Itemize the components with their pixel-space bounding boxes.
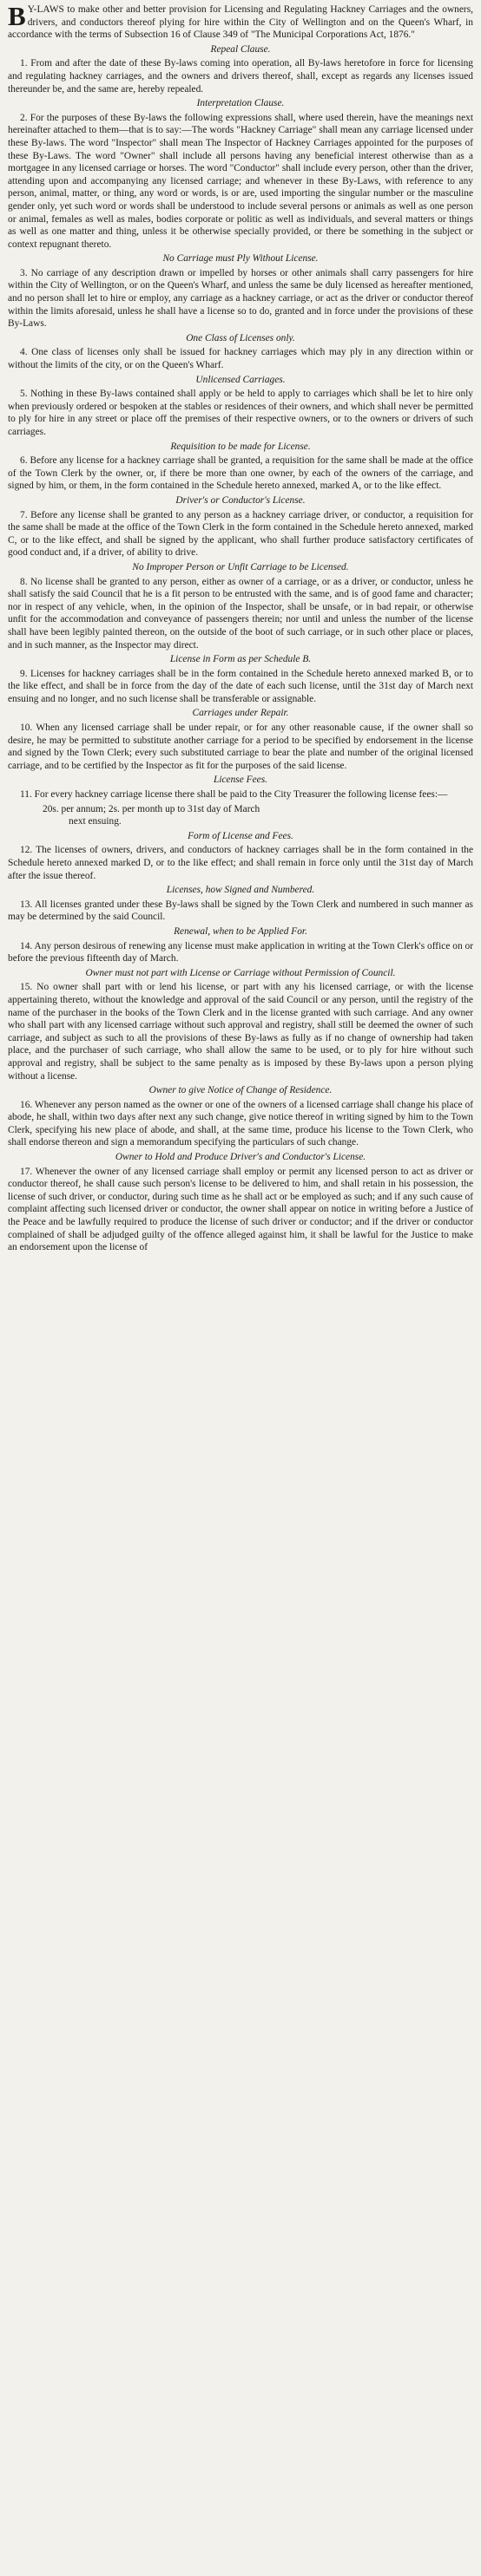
section-heading: No Improper Person or Unfit Carriage to be Licensed. — [132, 561, 349, 572]
bylaw-clause: 11. For every hackney carriage license there shall be paid to the City Treasurer the following license fees:— — [20, 789, 448, 801]
section-heading: No Carriage must Ply Without License. — [162, 253, 319, 265]
bylaw-clause: 6. Before any license for a hackney carriage shall be granted, a requisition for the same shall be made at the office of the Town Clerk by the owner, or, if there be more than one owner, by each of the owners of the carriage, and signed by him, or them, in the form contained in the Schedule hereto annexed, marked A, or to the like effect. — [8, 455, 473, 492]
section-heading: Renewal, when to be Applied For. — [174, 925, 307, 937]
bylaw-clause: 2. For the purposes of these By-laws the following expressions shall, where used therein, have the meanings next hereinafter attached to them—that is to say:—The words "Hackney Carriage" shall mean any carriage licensed under these By-laws. The word "Inspector" shall mean The Inspector of Hackney Carriages appointed for the purposes of these By-Laws. The word "Owner" shall include all persons having any beneficial interest otherwise than as a mortgagee in any licensed carriage or horses. The word "Conductor" shall include every person, other than the driver, attending upon and accompanying any licensed carriage; and whenever in these By-Laws, with reference to any person, animal, matter, or thing, any word or words, is or are, used importing the singular number or the masculine gender only, yet such word or words shall be understood to include several persons or animals as well as one person or animal, females as well as males, bodies corporate or politic as well as individuals, and several matters or things as well as one matter and thing, unless it be otherwise specially provided, or there be something in the subject or context repugnant thereto. — [8, 112, 473, 250]
section-heading: Interpretation Clause. — [196, 98, 285, 109]
bylaw-clause: 3. No carriage of any description drawn or impelled by horses or other animals shall carry passengers for hire within the City of Wellington, or on the Queen's Wharf, and unless the same be duly licensed as hereafter mentioned, and no person shall let to hire or employ, any carriage as a hackney carriage, or act as the driver or conductor thereof within the limits aforesaid, unless he shall have a license so to do, granted and in force under the provisions of these By-Laws. — [8, 267, 473, 330]
bylaw-clause: 13. All licenses granted under these By-laws shall be signed by the Town Clerk and numbered in such manner as may be determined by the said Council. — [8, 899, 473, 923]
bylaw-clause: 15. No owner shall part with or lend his license, or part with any his licensed carriage, or with the license appertaining thereto, without the knowledge and approval of the said Council or any person, until the registry of the name of the purchaser in the books of the Town Clerk and in the license granted with such carriage. And any owner who shall part with any licensed carriage without such approval and registry, shall still be deemed the owner of such carriage, and subject as such to all the provisions of these By-laws as fully as if no change of ownership had taken place, and the purchaser of such carriage, who shall allow the same to be used, or to ply for hire without such approval and registry, shall be subject to the same penalty as is imposed by these By-laws upon a person plying without a license. — [8, 982, 473, 1082]
bylaw-sections — [8, 43, 473, 1254]
drop-cap: B — [8, 1, 26, 31]
section-heading: Carriages under Repair. — [192, 708, 289, 719]
bylaw-clause: 1. From and after the date of these By-laws coming into operation, all By-laws heretofore in force for licensing and regulating hackney carriages, and the owners and drivers thereof, shall, except as regards any licenses issued thereunder be, and the same are, hereby repealed. — [8, 58, 473, 95]
section-heading: One Class of Licenses only. — [186, 332, 295, 343]
section-heading: Owner to Hold and Produce Driver's and Conductor's License. — [115, 1152, 366, 1163]
intro-paragraph — [8, 3, 473, 42]
bylaw-clause: 10. When any licensed carriage shall be under repair, or for any other reasonable cause, if the owner shall so desire, he may be permitted to substitute another carriage for a period to be specified by endorsement in the license and signed by the Town Clerk; every such substituted carriage to bear the plate and number of the original licensed carriage, and to be certified by the Inspector as fit for the purposes of the said license. — [8, 722, 473, 771]
bylaw-clause: 9. Licenses for hackney carriages shall be in the form contained in the Schedule hereto annexed marked B, or to the like effect, and shall be in force from the day of the date of each such license, until the 31st day of March next ensuing and no longer, and no such license shall be transferable or assignable. — [8, 668, 473, 704]
bylaw-clause: 12. The licenses of owners, drivers, and conductors of hackney carriages shall be in the form contained in the Schedule hereto annexed marked D, or to the like effect; and shall remain in force only until the 31st day of March after the issue thereof. — [8, 845, 473, 881]
section-heading: Driver's or Conductor's License. — [175, 494, 306, 506]
section-heading: Owner must not part with License or Carriage without Permission of Council. — [85, 967, 396, 978]
section-heading: License Fees. — [214, 775, 267, 786]
section-heading: Repeal Clause. — [210, 43, 271, 55]
intro-text: Y-LAWS to make other and better provision for Licensing and Regulating Hackney Carriages and the owners, drivers, and conductors thereof plying for hire within the City of Wellington and on the Queen's Wharf, in accordance with the terms of Subsection 16 of Clause 349 of "The Municipal Corporations Act, 1876." — [8, 4, 473, 41]
bylaw-clause: 7. Before any license shall be granted to any person as a hackney carriage driver, or conductor, a requisition for the same shall be made at the office of the Town Clerk in the form contained in the Schedule hereto annexed, marked C, or to the like effect, and shall be signed by the applicant, who shall further produce satisfactory certificates of good conduct and, if a driver, of ability to drive. — [8, 509, 473, 559]
section-heading: License in Form as per Schedule B. — [169, 654, 312, 665]
bylaw-clause: 8. No license shall be granted to any person, either as owner of a carriage, or as a driver, or conductor, unless he shall satisfy the said Council that he is a fit person to be entrusted with the same, and is of good fame and character; nor in respect of any vehicle, when, in the opinion of the Inspector, shall be unsafe, or in bad repair, or otherwise unfit for the accommodation and conveyance of passengers therein; nor until and unless the number of the license shall have been legibly painted thereon, on the outside of the boot of such carriage, or in such other place or places, and in such manner, as the Inspector may direct. — [8, 576, 473, 651]
section-heading: Unlicensed Carriages. — [195, 374, 286, 385]
bylaw-clause: 16. Whenever any person named as the owner or one of the owners of a licensed carriage shall change his place of abode, he shall, within two days after next any such change, give notice thereof in writing signed by him to the Town Clerk, specifying his new place of abode, and shall, at the same time, produce his license to the Town Clerk, who shall endorse thereon and sign a memorandum specifying the particulars of such change. — [8, 1099, 473, 1148]
section-heading: Licenses, how Signed and Numbered. — [166, 885, 315, 896]
fee-schedule — [8, 803, 473, 828]
bylaw-clause: 17. Whenever the owner of any licensed carriage shall employ or permit any licensed person to act as driver or conductor thereof, he shall cause such person's license to be delivered to him, and shall retain in his possession, the license of such driver, or conductor, during such time as he shall act or be employed as such; and if any such cause of complaint affecting such licensed driver or conductor, the owner shall appear on notice in writing before a Justice of the Peace and be lawfully required to produce the license of such driver or conductor; and if the driver or conductor complained of shall be adjudged guilty of the offence alleged against him, it shall be lawful for the Justice to make an endorsement upon the license of — [8, 1166, 473, 1253]
bylaw-clause: 5. Nothing in these By-laws contained shall apply or be held to apply to carriages which shall be let to hire only when previously ordered or bespoken at the stables or residences of their owners, and which shall never be permitted to ply for hire in any street or place off the premises of their respective owners, or to the owners or drivers of such carriages. — [8, 389, 473, 437]
fee-line: next ensuing. — [69, 816, 122, 827]
section-heading: Requisition to be made for License. — [170, 441, 311, 452]
fee-line: 20s. per annum; 2s. per month up to 31st day of March — [43, 803, 260, 814]
bylaw-clause: 14. Any person desirous of renewing any license must make application in writing at the Town Clerk's office on or before the previous fifteenth day of March. — [8, 940, 473, 964]
section-heading: Owner to give Notice of Change of Residence. — [148, 1085, 333, 1096]
section-heading: Form of License and Fees. — [188, 830, 293, 841]
bylaw-clause: 4. One class of licenses only shall be issued for hackney carriages which may ply in any direction within or without the limits of the city, or on the Queen's Wharf. — [8, 347, 473, 371]
